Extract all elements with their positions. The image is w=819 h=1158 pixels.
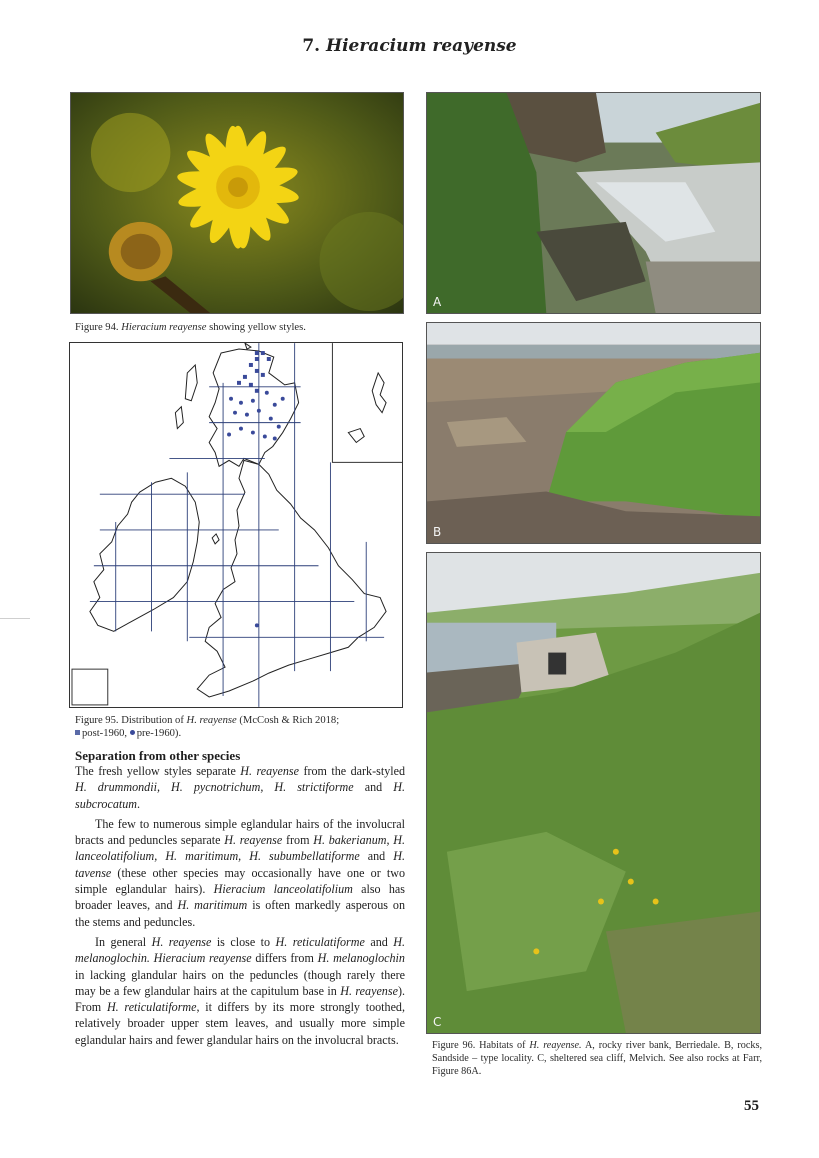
p3-text: differs from — [255, 951, 314, 966]
figure-96-caption — [432, 1039, 762, 1078]
p2-text: The few to numerous simple eglandular hairs of the involucral bracts and peduncles separate — [75, 816, 405, 848]
paragraph-3 — [75, 934, 405, 1048]
figure-95-species: H. reayense — [186, 715, 237, 726]
p1-species: H. subcrocatum — [75, 780, 406, 811]
p2-text: from — [285, 833, 310, 848]
p3-species: H. reticulatiforme — [275, 934, 365, 949]
p3-text: in lacking glandular hairs on the peduncles (though rarely there may be a few glandular hairs at the capitulum base in — [75, 967, 405, 998]
body-text — [75, 763, 405, 1048]
p3-text: In general — [95, 934, 147, 949]
p2-species: H. tavense — [75, 849, 405, 880]
figure-96-photo-b-rocks — [426, 322, 761, 544]
figure-96-text-c: See also rocks at Farr, Figure 86A. — [432, 1053, 762, 1077]
figure-96-text-b: B, rocks, Sandside – type locality. C, sheltered sea cliff, Melvich. — [432, 1040, 762, 1064]
p2-species: H. maritimum — [177, 898, 248, 913]
figure-95-label: Figure 95. Distribution of — [75, 715, 184, 726]
figure-96-species: H. reayense. — [529, 1040, 582, 1051]
figure-94-text: showing yellow styles. — [209, 322, 306, 333]
p1-species: H. reayense — [240, 764, 299, 778]
p2-species: H. bakerianum, H. lanceolatifolium, H. maritimum, H. subumbellatiforme — [75, 833, 405, 864]
margin-mark — [0, 618, 30, 619]
page-number: 55 — [744, 1098, 759, 1114]
p2-species: Hieracium lanceolatifolium — [213, 882, 353, 897]
page-title — [0, 36, 819, 56]
figure-96-text-a: A, rocky river bank, Berriedale. — [584, 1040, 721, 1051]
post-1960-square-icon — [75, 730, 80, 735]
figure-95-caption — [75, 714, 405, 740]
p1-text: from the dark-styled — [303, 764, 406, 778]
p2-text: (these other species may occasionally have one or two simple eglandular hairs). — [75, 865, 406, 897]
chapter-species-name: Hieracium reayense — [326, 36, 517, 56]
figure-95-source: (McCosh & Rich 2018; — [239, 715, 340, 726]
p2-text: is often markedly asperous on the stems and peduncles. — [75, 898, 406, 929]
p3-species: H. reayense — [151, 934, 212, 949]
p2-species: H. reayense — [224, 833, 283, 848]
paragraph-2 — [75, 816, 405, 930]
p3-text: and — [370, 934, 388, 949]
pre-1960-dot-icon — [130, 730, 135, 735]
photo-b-letter: B — [433, 525, 442, 539]
p3-text: is close to — [216, 934, 271, 949]
photo-a-letter: A — [433, 295, 442, 309]
figure-94-caption — [75, 321, 306, 334]
legend-pre-1960: pre-1960). — [136, 728, 182, 739]
figure-94-label: Figure 94. — [75, 322, 119, 333]
p3-text: , it differs by its more strongly toothed, relatively broader upper stem leaves, and usually more simple eglandular hairs and fewer glandular hairs on the involucral bracts. — [75, 1000, 406, 1047]
p3-text: ). From — [75, 983, 405, 1015]
chapter-number: 7. — [302, 36, 321, 56]
figure-96-photo-a-river-bank — [426, 92, 761, 314]
figure-96-photo-c-sea-cliff — [426, 552, 761, 1034]
figure-96-label: Figure 96. Habitats of — [432, 1040, 526, 1051]
p3-species: H. melanoglochin. Hieracium reayense — [75, 934, 406, 966]
figure-95-distribution-map — [69, 342, 403, 708]
p1-text: The fresh yellow styles separate — [75, 764, 236, 778]
p2-text: also has broader leaves, and — [75, 882, 405, 913]
p3-species: H. melanoglochin — [317, 951, 405, 966]
section-heading: Separation from other species — [75, 748, 241, 763]
p2-text: and — [367, 849, 386, 864]
figure-94-flower-photo — [70, 92, 404, 314]
figure-94-species: Hieracium reayense — [121, 322, 207, 333]
photo-c-letter: C — [433, 1015, 442, 1029]
p1-text: . — [137, 796, 141, 811]
legend-post-1960: post-1960, — [82, 728, 128, 739]
p3-species: H. reticulatiforme — [106, 1000, 197, 1015]
p1-species: H. drummondii, H. pycnotrichum, H. strictiforme — [75, 780, 354, 795]
paragraph-1 — [75, 763, 405, 812]
p1-text: and — [364, 780, 383, 795]
p3-species: H. reayense — [340, 983, 398, 998]
